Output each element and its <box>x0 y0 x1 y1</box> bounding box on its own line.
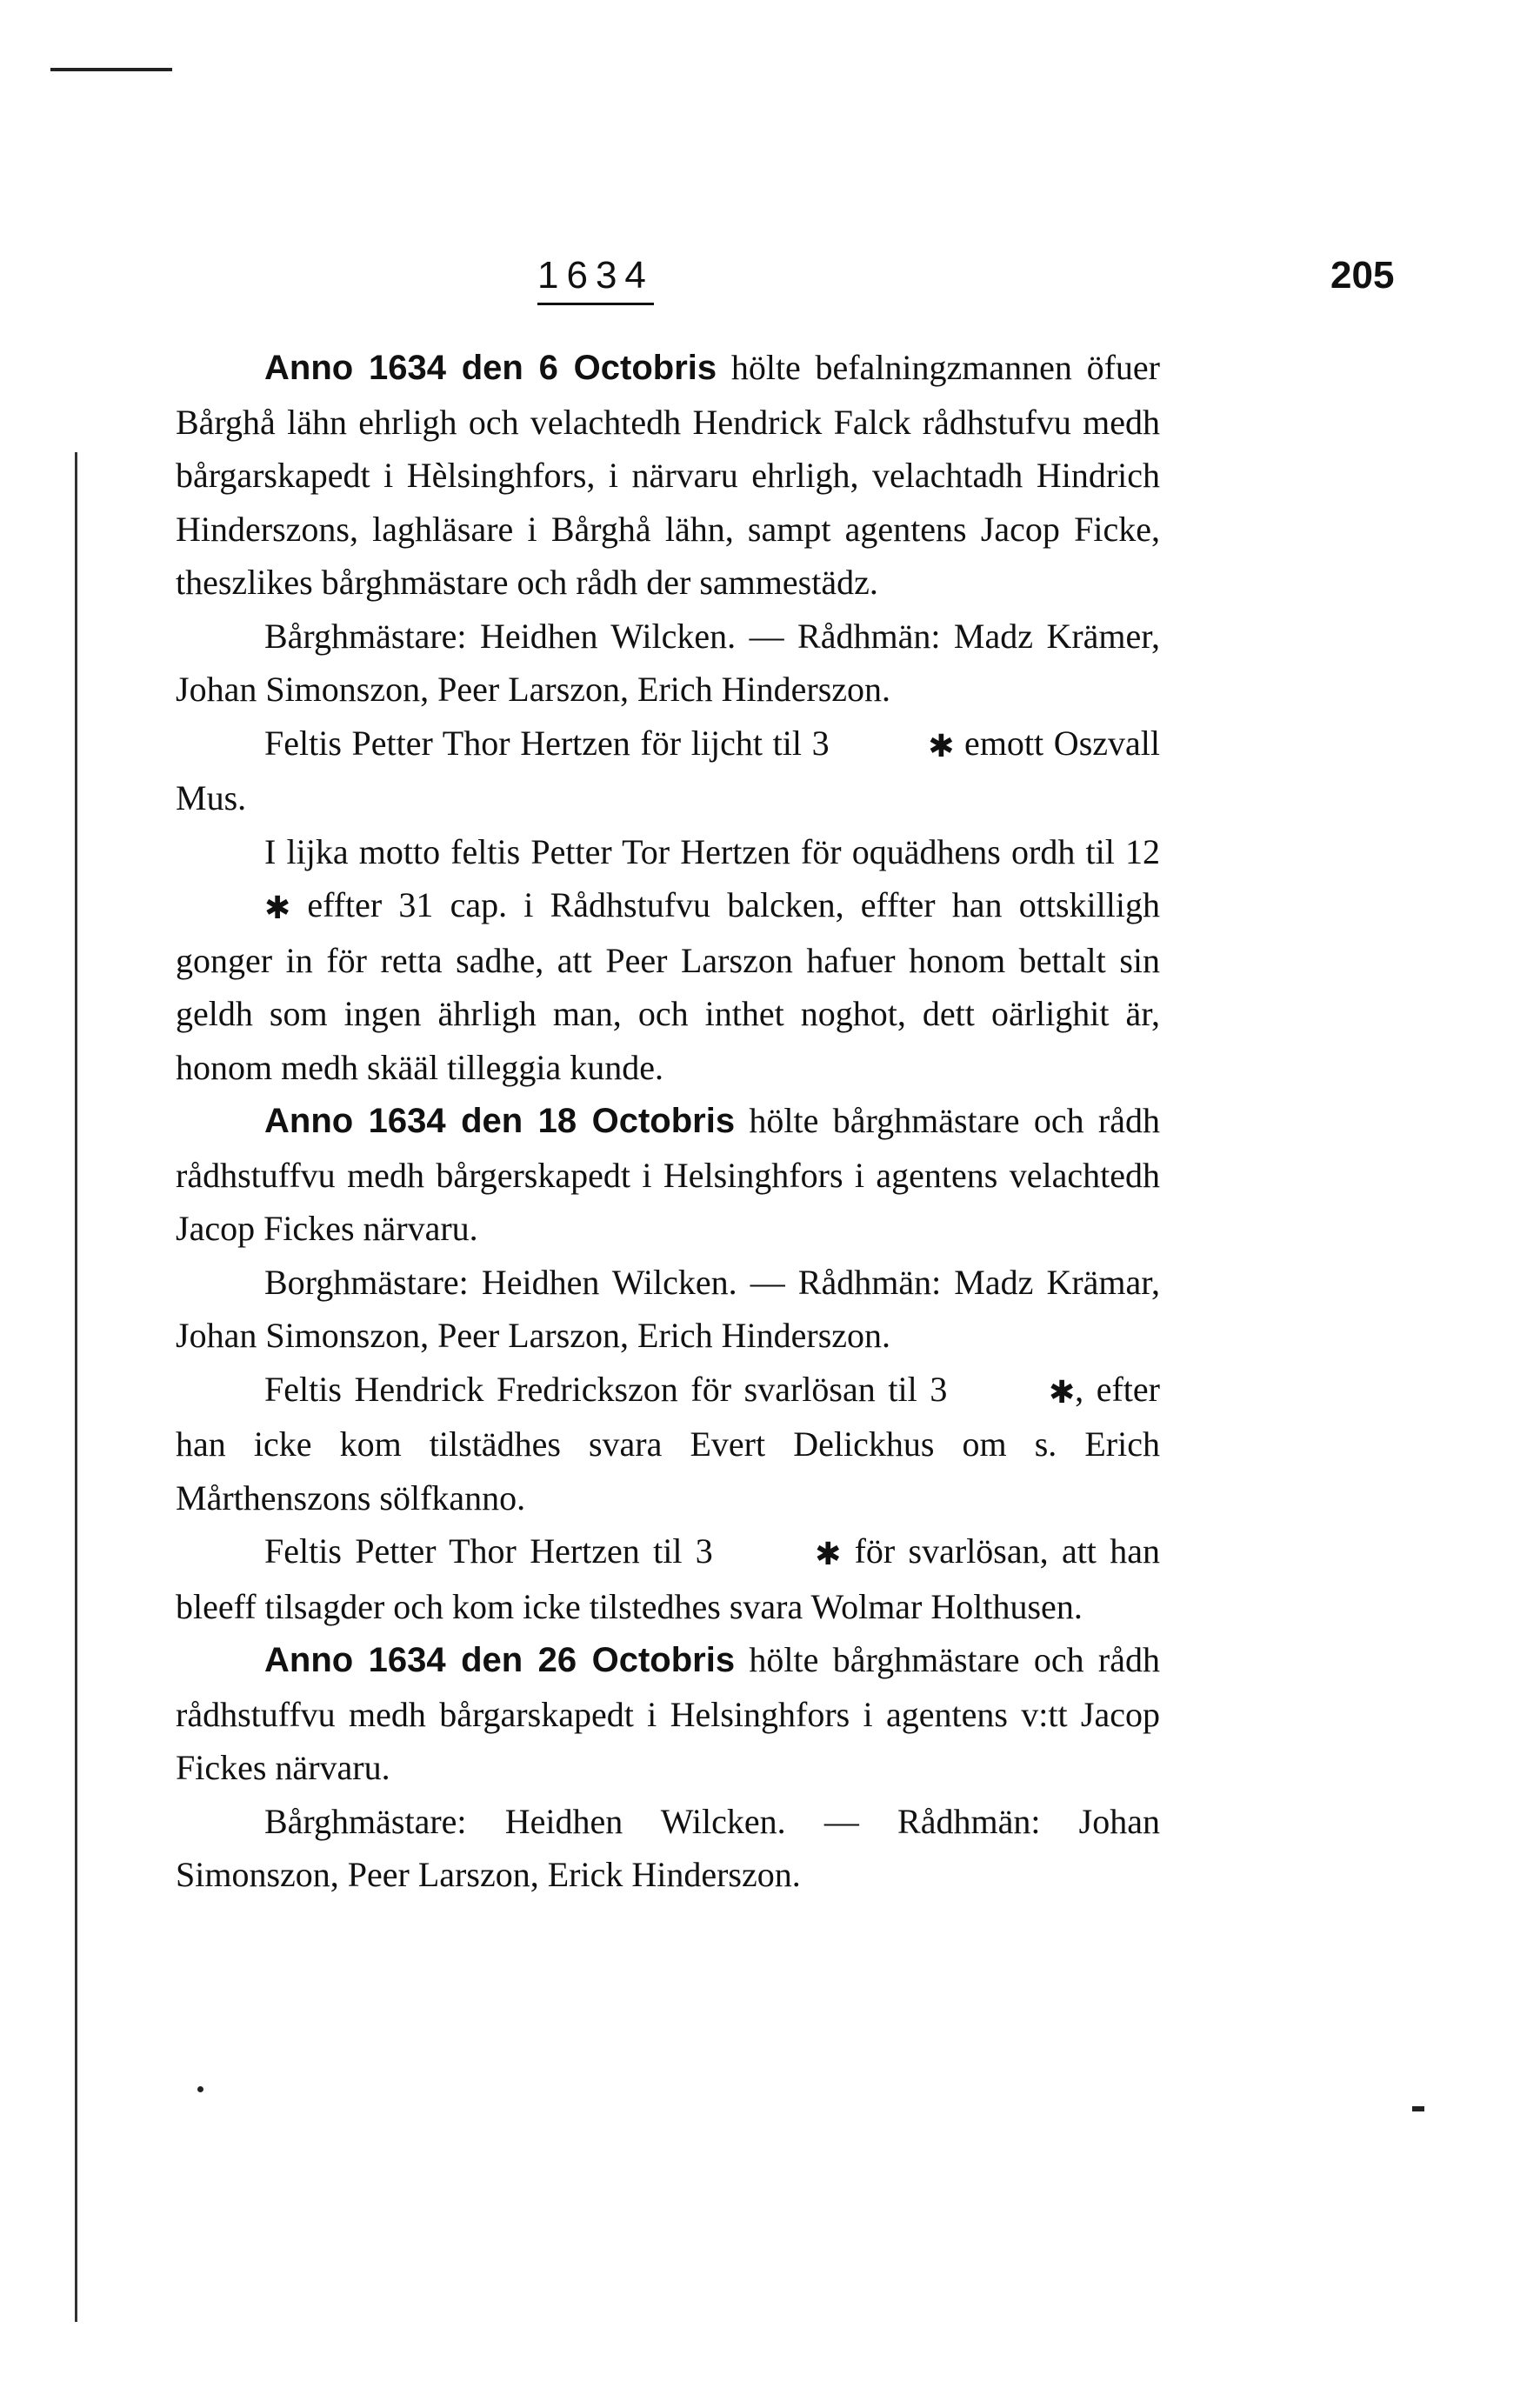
paragraph-officials <box>176 1795 1160 1902</box>
paragraph-text: hölte bårghmästare och rådh rådhstuffvu medh bårgerskapedt i Helsinghfors i agentens velachtedh Jacop Fickes närvaru. <box>176 1101 1160 1248</box>
paragraph-text: effter 31 cap. i Rådhstufvu balcken, effter han ottskilligh gonger in för retta sadhe, att Peer Larszon hafuer honom bettalt sin geldh som ingen ährligh man, och inthet noghot, dett oärlighit är, honom medh skääl tilleggia kunde. <box>176 885 1160 1087</box>
paragraph-text: hölte befalningzmannen öfuer Bårghå lähn ehrligh och velachtedh Hendrick Falck rådhstufvu medh bårgarskapedt i Hèlsinghfors, i närvaru ehrligh, velachtadh Hindrich Hinderszons, laghläsare i Bårghå lähn, sampt agentens Jacop Ficke, theszlikes bårghmästare och rådh der sammestädz. <box>176 348 1160 602</box>
running-head-year: 1634 <box>537 254 654 305</box>
currency-mark-icon: ✱ <box>928 728 955 764</box>
paragraph-text: Feltis Hendrick Fredrickszon för svarlösan til 3 <box>264 1369 960 1409</box>
paragraph-text: för svarlösan, att han bleeff tilsagder och kom icke tilstedhes svara Wolmar Holthusen. <box>176 1531 1160 1626</box>
paragraph-fine <box>176 1524 1160 1633</box>
paragraph-session-6-oct <box>176 341 1160 610</box>
paragraph-text: I lijka motto feltis Petter Tor Hertzen för oquädhens ordh til 12 <box>264 831 1160 871</box>
session-heading: Anno 1634 den 26 Octobris <box>264 1641 736 1679</box>
paragraph-text: Bårghmästare: Heidhen Wilcken. — Rådhmän: Madz Krämer, Johan Simonszon, Peer Larszon, Erich Hinderszon. <box>176 616 1160 709</box>
document-body <box>176 341 1160 1902</box>
paragraph-text: Borghmästare: Heidhen Wilcken. — Rådhmän: Madz Krämar, Johan Simonszon, Peer Larszon, Erich Hinderszon. <box>176 1262 1160 1355</box>
currency-mark-icon: ✱ <box>264 890 291 926</box>
paragraph-officials <box>176 610 1160 717</box>
paragraph-session-26-oct <box>176 1633 1160 1795</box>
scan-artifact-margin-line <box>75 452 77 2322</box>
paragraph-fine <box>176 1363 1160 1525</box>
scan-artifact-dot <box>197 2086 203 2092</box>
paragraph-fine <box>176 717 1160 825</box>
paragraph-officials <box>176 1256 1160 1363</box>
session-heading: Anno 1634 den 6 Octobris <box>264 349 717 387</box>
paragraph-text: hölte bårghmästare och rådh rådhstuffvu medh bårgarskapedt i Helsinghfors i agentens v:tt Jacop Fickes närvaru. <box>176 1640 1160 1787</box>
scan-artifact-line <box>50 68 172 71</box>
scan-artifact-corner-mark <box>1412 2106 1424 2111</box>
paragraph-fine <box>176 825 1160 1095</box>
paragraph-text: Bårghmästare: Heidhen Wilcken. — Rådhmän: Johan Simonszon, Peer Larszon, Erick Hinderszon. <box>176 1801 1160 1894</box>
paragraph-text: Feltis Petter Thor Hertzen för lijcht til 3 <box>264 723 840 763</box>
paragraph-session-18-oct <box>176 1094 1160 1256</box>
page-number: 205 <box>1330 254 1395 297</box>
paragraph-text: emott Oszvall Mus. <box>176 723 1160 817</box>
session-heading: Anno 1634 den 18 Octobris <box>264 1102 736 1140</box>
paragraph-text: Feltis Petter Thor Hertzen til 3 <box>264 1531 727 1571</box>
currency-mark-icon: ✱ <box>815 1537 842 1572</box>
page-header <box>0 254 1540 315</box>
currency-mark-icon: ✱ <box>1048 1374 1076 1411</box>
paragraph-text: , efter han icke kom tilstädhes svara Evert Delickhus om s. Erich Mårthenszons sölfkanno. <box>176 1369 1160 1518</box>
